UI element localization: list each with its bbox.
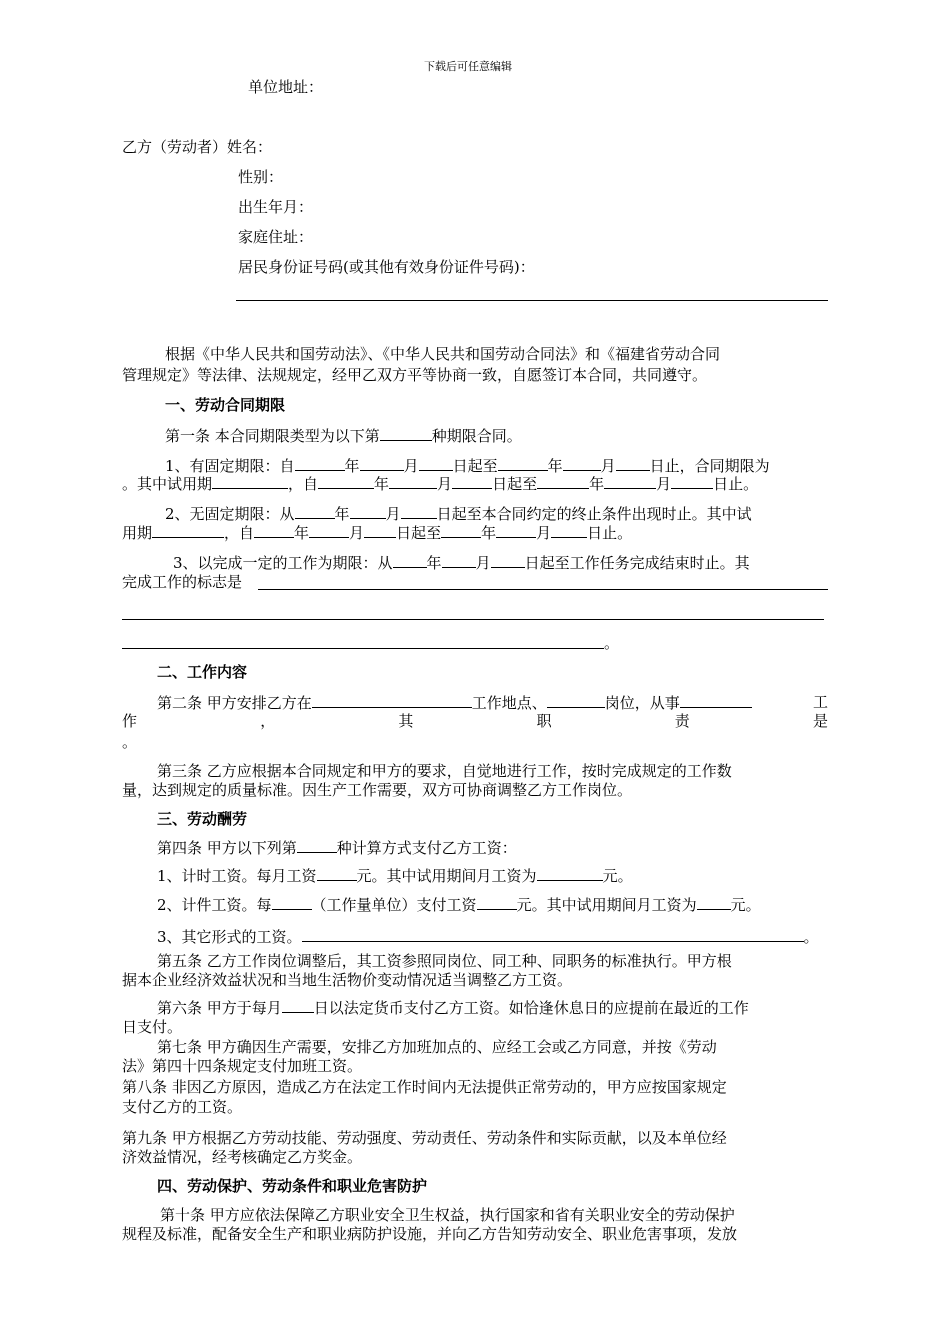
text: 日起至: [396, 524, 442, 542]
text: 月: [536, 524, 552, 542]
party-b-id-label: 居民身份证号码(或其他有效身份证件号码)：: [238, 258, 535, 276]
article-9-line-2: 济效益情况，经考核确定乙方奖金。: [122, 1148, 363, 1166]
article-1-text: 种期限合同。: [431, 427, 522, 445]
blank-line: [671, 474, 713, 489]
blank-line: [477, 895, 517, 910]
blank-line: [537, 474, 589, 489]
open-term-line-2: [122, 523, 632, 542]
completion-mark-line: [122, 648, 604, 649]
text: 3、以完成一定的工作为期限：从: [173, 554, 393, 572]
blank-line: [401, 504, 437, 519]
text: 月: [437, 475, 453, 493]
text: 日止。: [587, 524, 633, 542]
text: 年: [547, 457, 563, 475]
text: 其: [398, 712, 414, 730]
section-4-title: 四、劳动保护、劳动条件和职业危害防护: [157, 1177, 428, 1195]
text: 日以法定货币支付乙方工资。如恰逢休息日的应提前在最近的工作: [313, 999, 749, 1017]
text: 用期: [122, 524, 153, 542]
article-10-line-1: 第十条 甲方应依法保障乙方职业安全卫生权益，执行国家和省有关职业安全的劳动保护: [160, 1206, 735, 1224]
article-7-line-2: 法》第四十四条规定支付加班工资。: [122, 1057, 363, 1075]
text: ，自: [288, 475, 319, 493]
text: （工作量单位）支付工资: [311, 896, 477, 914]
article-8-line-2: 支付乙方的工资。: [122, 1098, 243, 1116]
completion-mark-line: [258, 589, 828, 590]
blank-line: [318, 474, 374, 489]
text: 元。: [602, 867, 633, 885]
text: 。: [803, 928, 819, 946]
fixed-term-line-1: [165, 456, 770, 475]
article-9-line-1: 第九条 甲方根据乙方劳动技能、劳动强度、劳动责任、劳动条件和实际贡献，以及本单位经: [122, 1129, 727, 1147]
pay-method-3: [157, 927, 819, 946]
article-1-text: 第一条 本合同期限类型为以下第: [165, 427, 380, 445]
text: 年: [344, 457, 360, 475]
text: 日起至: [492, 475, 538, 493]
blank-line: [282, 998, 314, 1013]
blank-line: [309, 523, 349, 538]
section-3-title: 三、劳动酬劳: [157, 810, 248, 828]
blank-line: [697, 895, 731, 910]
blank-line: [380, 426, 432, 441]
article-8-line-1: 第八条 非因乙方原因，造成乙方在法定工作时间内无法提供正常劳动的，甲方应按国家规定: [122, 1078, 727, 1096]
article-5-line-2: 据本企业经济效益状况和当地生活物价变动情况适当调整乙方工资。: [122, 971, 573, 989]
blank-line: [272, 895, 312, 910]
blank-line: [302, 927, 804, 942]
unit-address-label: 单位地址：: [248, 78, 324, 96]
text: 1、计时工资。每月工资: [157, 867, 317, 885]
blank-line: [496, 523, 536, 538]
text: ，自: [224, 524, 255, 542]
text: 。其中试用期: [122, 475, 213, 493]
blank-line: [312, 693, 472, 708]
text: 是: [812, 712, 828, 730]
text: 年: [294, 524, 310, 542]
text: 年: [374, 475, 390, 493]
task-term-line-1: [173, 553, 750, 572]
blank-line: [389, 474, 437, 489]
text: 第六条 甲方于每月: [157, 999, 282, 1017]
text: 年: [426, 554, 442, 572]
blank-line: [152, 523, 224, 538]
article-2-line-1: [157, 693, 828, 712]
text: 第四条 甲方以下列第: [157, 839, 297, 857]
intro-line-2: 管理规定》等法律、法规规定，经甲乙双方平等协商一致，自愿签订本合同，共同遵守。: [122, 366, 708, 384]
text: 职: [536, 712, 552, 730]
blank-line: [498, 456, 548, 471]
text: 作: [122, 712, 138, 730]
blank-line: [452, 474, 492, 489]
text: 第二条 甲方安排乙方在: [157, 694, 312, 712]
article-2-line-2: [122, 712, 828, 730]
section-2-title: 二、工作内容: [157, 663, 248, 681]
text: 2、计件工资。每: [157, 896, 272, 914]
blank-line: [393, 553, 427, 568]
blank-line: [295, 456, 345, 471]
text: 月: [385, 505, 401, 523]
blank-line: [604, 474, 656, 489]
text: 年: [481, 524, 497, 542]
blank-line: [537, 866, 603, 881]
article-3-line-1: 第三条 乙方应根据本合同规定和甲方的要求，自觉地进行工作，按时完成规定的工作数: [157, 762, 732, 780]
blank-line: [297, 838, 337, 853]
text: 月: [475, 554, 491, 572]
text: 工作地点、: [471, 694, 547, 712]
page-header: 下载后可任意编辑: [424, 60, 512, 73]
text: 日起至本合同约定的终止条件出现时止。其中试: [436, 505, 752, 523]
text: 种计算方式支付乙方工资：: [336, 839, 517, 857]
article-2-line-3: 。: [122, 733, 138, 751]
article-4: [157, 838, 517, 857]
task-term-line-2: 完成工作的标志是: [122, 573, 243, 591]
pay-method-1: [157, 866, 633, 885]
text: 日起至: [452, 457, 498, 475]
text: 元。其中试用期间月工资为: [516, 896, 697, 914]
article-6-line-1: [157, 998, 749, 1017]
completion-mark-line: [122, 619, 824, 620]
blank-line: [442, 553, 476, 568]
blank-line: [317, 866, 357, 881]
text: 年: [334, 505, 350, 523]
text: 月: [403, 457, 419, 475]
text: 3、其它形式的工资。: [157, 928, 302, 946]
intro-line-1: 根据《中华人民共和国劳动法》、《中华人民共和国劳动合同法》和《福建省劳动合同: [165, 345, 721, 363]
text: 日止。: [713, 475, 759, 493]
text: 工: [812, 693, 828, 711]
text: 2、无固定期限：从: [165, 505, 295, 523]
blank-line: [212, 474, 288, 489]
text: 月: [656, 475, 672, 493]
text: 月: [349, 524, 365, 542]
text: 元。其中试用期间月工资为: [356, 867, 537, 885]
pay-method-2: [157, 895, 761, 914]
blank-line: [295, 504, 335, 519]
text: 责: [674, 712, 690, 730]
text: 月: [600, 457, 616, 475]
text: 日起至工作任务完成结束时止。其: [524, 554, 750, 572]
article-6-line-2: 日支付。: [122, 1018, 183, 1036]
article-3-line-2: 量，达到规定的质量标准。因生产工作需要，双方可协商调整乙方工作岗位。: [122, 781, 633, 799]
article-5-line-1: 第五条 乙方工作岗位调整后，其工资参照同岗位、同工种、同职务的标准执行。甲方根: [157, 952, 732, 970]
text: 元。: [730, 896, 761, 914]
text: 年: [589, 475, 605, 493]
id-number-line: [236, 300, 828, 301]
blank-line: [350, 504, 386, 519]
blank-line: [551, 523, 587, 538]
party-b-birth-label: 出生年月：: [238, 198, 314, 216]
party-b-name-label: 乙方（劳动者）姓名：: [122, 138, 273, 156]
party-b-home-label: 家庭住址：: [238, 228, 314, 246]
blank-line: [441, 523, 481, 538]
completion-end-mark: 。: [604, 634, 620, 652]
open-term-line-1: [165, 504, 752, 523]
blank-line: [419, 456, 453, 471]
article-10-line-2: 规程及标准，配备安全生产和职业病防护设施，并向乙方告知劳动安全、职业危害事项，发放: [122, 1225, 738, 1243]
fixed-term-line-2: [122, 474, 758, 493]
blank-line: [491, 553, 525, 568]
section-1-title: 一、劳动合同期限: [165, 396, 286, 414]
blank-line: [616, 456, 650, 471]
text: ，: [260, 712, 276, 730]
text: 1、有固定期限：自: [165, 457, 295, 475]
blank-line: [563, 456, 601, 471]
party-b-gender-label: 性别：: [238, 168, 284, 186]
blank-line: [254, 523, 294, 538]
blank-line: [364, 523, 396, 538]
blank-line: [360, 456, 404, 471]
text: 岗位，从事: [604, 694, 680, 712]
text: 日止，合同期限为: [649, 457, 770, 475]
blank-line: [547, 693, 605, 708]
article-7-line-1: 第七条 甲方确因生产需要，安排乙方加班加点的、应经工会或乙方同意，并按《劳动: [157, 1038, 717, 1056]
article-1: [165, 426, 522, 445]
blank-line: [680, 693, 752, 708]
